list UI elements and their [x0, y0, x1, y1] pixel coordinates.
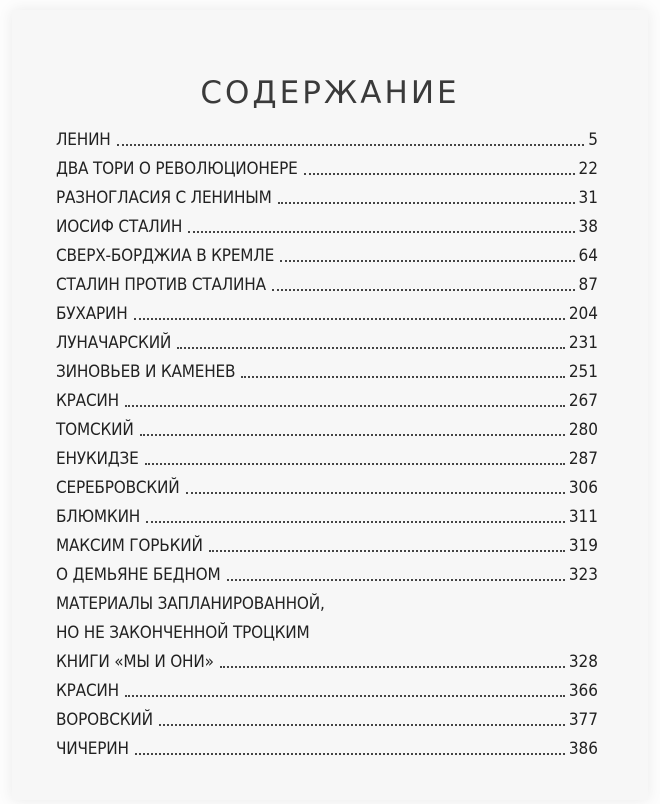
- toc-entry: [56, 498, 598, 527]
- toc-entry: [56, 440, 598, 469]
- dot-leader: [304, 173, 575, 175]
- toc-entry-page: 366: [568, 681, 598, 701]
- dot-leader: [209, 550, 565, 552]
- toc-entry-page: 5: [588, 130, 598, 150]
- toc-entry-page: 287: [568, 449, 598, 469]
- toc-entry-title: ДВА ТОРИ О РЕВОЛЮЦИОНЕРЕ: [56, 159, 298, 179]
- toc-entry: [56, 237, 598, 266]
- toc-entry: [56, 266, 598, 295]
- dot-leader: [220, 666, 565, 668]
- dot-leader: [140, 434, 565, 436]
- section-heading-text: КНИГИ «МЫ И ОНИ»: [56, 652, 214, 672]
- dot-leader: [145, 463, 565, 465]
- toc-entry-title: БУХАРИН: [56, 304, 128, 324]
- toc-entry: [56, 730, 598, 759]
- toc-entry: [56, 295, 598, 324]
- toc-entry-title: ВОРОВСКИЙ: [56, 710, 153, 730]
- section-heading-text: МАТЕРИАЛЫ ЗАПЛАНИРОВАННОЙ,: [56, 594, 325, 614]
- toc-entry-page: 377: [568, 710, 598, 730]
- table-of-contents: [56, 121, 598, 759]
- dot-leader: [272, 289, 575, 291]
- section-heading-page: 328: [568, 652, 598, 672]
- toc-entry: [56, 208, 598, 237]
- toc-entry-page: 280: [568, 420, 598, 440]
- toc-entry-page: 319: [568, 536, 598, 556]
- toc-entry: [56, 150, 598, 179]
- toc-entry: [56, 527, 598, 556]
- toc-entry-title: БЛЮМКИН: [56, 507, 141, 527]
- dot-leader: [159, 724, 565, 726]
- toc-entry: [56, 672, 598, 701]
- dot-leader: [177, 347, 565, 349]
- toc-entry: [56, 469, 598, 498]
- toc-entry: [56, 382, 598, 411]
- section-heading-text: НО НЕ ЗАКОНЧЕННОЙ ТРОЦКИМ: [56, 623, 310, 643]
- section-heading-line: [56, 585, 598, 614]
- toc-entry: [56, 353, 598, 382]
- toc-entry-title: МАКСИМ ГОРЬКИЙ: [56, 536, 203, 556]
- toc-entry-page: 87: [578, 275, 598, 295]
- toc-entry-title: РАЗНОГЛАСИЯ С ЛЕНИНЫМ: [56, 188, 272, 208]
- dot-leader: [117, 144, 585, 146]
- dot-leader: [280, 260, 574, 262]
- toc-entry: [56, 121, 598, 150]
- toc-entry: [56, 556, 598, 585]
- dot-leader: [186, 492, 565, 494]
- toc-entry-page: 38: [578, 217, 598, 237]
- toc-entry-title: ЛУНАЧАРСКИЙ: [56, 333, 172, 353]
- dot-leader: [188, 231, 574, 233]
- dot-leader: [146, 521, 565, 523]
- toc-entry-page: 204: [568, 304, 598, 324]
- toc-entry-title: О ДЕМЬЯНЕ БЕДНОМ: [56, 565, 221, 585]
- toc-entry-page: 22: [578, 159, 598, 179]
- dot-leader: [241, 376, 565, 378]
- page-title: СОДЕРЖАНИЕ: [200, 74, 460, 111]
- toc-entry: [56, 701, 598, 730]
- toc-entry-title: СВЕРХ-БОРДЖИА В КРЕМЛЕ: [56, 246, 275, 266]
- section-heading-line: [56, 643, 598, 672]
- toc-entry-title: СЕРЕБРОВСКИЙ: [56, 478, 180, 498]
- toc-entry-title: КРАСИН: [56, 681, 119, 701]
- toc-entry: [56, 324, 598, 353]
- toc-entry-page: 311: [568, 507, 598, 527]
- dot-leader: [134, 318, 565, 320]
- toc-entry-page: 31: [578, 188, 598, 208]
- toc-entry-page: 323: [568, 565, 598, 585]
- toc-entry-title: ЧИЧЕРИН: [56, 739, 129, 759]
- toc-entry: [56, 411, 598, 440]
- toc-entry-title: ЗИНОВЬЕВ И КАМЕНЕВ: [56, 362, 236, 382]
- toc-entry-title: ИОСИФ СТАЛИН: [56, 217, 183, 237]
- toc-entry-page: 251: [568, 362, 598, 382]
- toc-entry-title: ЛЕНИН: [56, 130, 111, 150]
- dot-leader: [278, 202, 575, 204]
- toc-entry-page: 306: [568, 478, 598, 498]
- section-heading-line: [56, 614, 598, 643]
- toc-entry-page: 231: [568, 333, 598, 353]
- toc-entry: [56, 179, 598, 208]
- toc-entry-page: 267: [568, 391, 598, 411]
- dot-leader: [125, 405, 565, 407]
- toc-entry-title: СТАЛИН ПРОТИВ СТАЛИНА: [56, 275, 266, 295]
- dot-leader: [135, 753, 565, 755]
- toc-entry-page: 64: [578, 246, 598, 266]
- toc-entry-title: ЕНУКИДЗЕ: [56, 449, 139, 469]
- toc-entry-title: КРАСИН: [56, 391, 119, 411]
- toc-entry-page: 386: [568, 739, 598, 759]
- toc-entry-title: ТОМСКИЙ: [56, 420, 134, 440]
- dot-leader: [125, 695, 565, 697]
- dot-leader: [227, 579, 565, 581]
